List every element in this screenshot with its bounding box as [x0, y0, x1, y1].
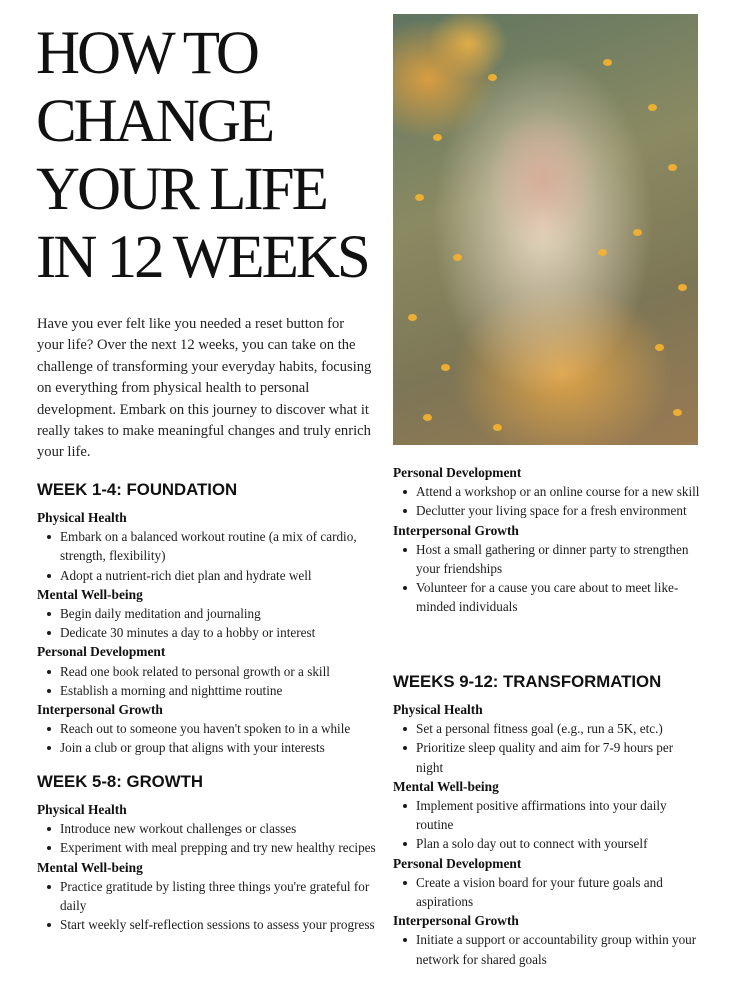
list-item: Create a vision board for your future goals and aspirations [393, 873, 703, 911]
task-list [393, 873, 703, 911]
task-list [393, 719, 703, 777]
category-title: Interpersonal Growth [37, 702, 163, 718]
list-item: Implement positive affirmations into your daily routine [393, 796, 703, 834]
category-title: Physical Health [393, 702, 483, 717]
list-item: Adopt a nutrient-rich diet plan and hydrate well [37, 566, 377, 585]
page-title [36, 20, 376, 292]
week-5-8-section [37, 770, 377, 934]
task-list [37, 527, 377, 585]
category-title: Personal Development [393, 465, 522, 480]
list-item: Host a small gathering or dinner party to strengthen your friendships [393, 540, 703, 578]
list-item: Plan a solo day out to connect with yourself [393, 834, 703, 853]
task-list [37, 604, 377, 642]
category-title: Mental Well-being [37, 859, 143, 875]
title-line: CHANGE [36, 88, 273, 155]
list-item: Prioritize sleep quality and aim for 7-9 hours per night [393, 738, 703, 776]
title-line: IN 12 WEEKS [36, 224, 368, 291]
task-list [393, 482, 703, 520]
week-5-8-continued-section [393, 463, 703, 617]
list-item: Introduce new workout challenges or classes [37, 819, 377, 838]
section-heading: WEEK 1-4: FOUNDATION [37, 480, 238, 499]
task-list [393, 540, 703, 617]
task-list [393, 930, 703, 968]
list-item: Initiate a support or accountability group within your network for shared goals [393, 930, 703, 968]
list-item: Volunteer for a cause you care about to meet like-minded individuals [393, 578, 703, 616]
category-title: Mental Well-being [393, 778, 499, 794]
task-list [393, 796, 703, 854]
list-item: Start weekly self-reflection sessions to assess your progress [37, 915, 377, 934]
category-title: Personal Development [393, 855, 522, 871]
task-list [37, 819, 377, 857]
category-title: Interpersonal Growth [393, 913, 519, 929]
task-list [37, 877, 377, 935]
list-item: Practice gratitude by listing three things you're grateful for daily [37, 877, 377, 915]
category-title: Personal Development [37, 644, 166, 660]
task-list [37, 662, 377, 700]
list-item: Reach out to someone you haven't spoken to in a while [37, 719, 377, 738]
list-item: Set a personal fitness goal (e.g., run a 5K, etc.) [393, 719, 703, 738]
section-heading: WEEKS 9-12: TRANSFORMATION [393, 672, 662, 691]
list-item: Experiment with meal prepping and try new healthy recipes [37, 838, 377, 857]
category-title: Interpersonal Growth [393, 522, 519, 538]
task-list [37, 719, 377, 757]
week-9-12-section [393, 670, 703, 969]
category-title: Physical Health [37, 802, 127, 817]
title-line: HOW TO [36, 20, 257, 87]
hero-photo-woman-in-flower-field [393, 14, 698, 445]
intro-paragraph: Have you ever felt like you needed a reset button for your life? Over the next 12 weeks, you can take on the challenge of transforming your everyday habits, focusing on everything from physical health to personal development. Embark on this journey to discover what it really takes to make meaningful changes and truly enrich your life. [37, 316, 372, 461]
list-item: Dedicate 30 minutes a day to a hobby or interest [37, 623, 377, 642]
section-heading: WEEK 5-8: GROWTH [37, 772, 203, 791]
list-item: Join a club or group that aligns with your interests [37, 738, 377, 757]
category-title: Physical Health [37, 510, 127, 525]
list-item: Declutter your living space for a fresh environment [393, 501, 703, 520]
list-item: Embark on a balanced workout routine (a mix of cardio, strength, flexibility) [37, 527, 377, 565]
list-item: Read one book related to personal growth or a skill [37, 662, 377, 681]
title-line: YOUR LIFE [36, 156, 326, 223]
list-item: Attend a workshop or an online course for a new skill [393, 482, 703, 501]
list-item: Establish a morning and nighttime routine [37, 681, 377, 700]
category-title: Mental Well-being [37, 586, 143, 602]
week-1-4-section [37, 478, 377, 758]
list-item: Begin daily meditation and journaling [37, 604, 377, 623]
